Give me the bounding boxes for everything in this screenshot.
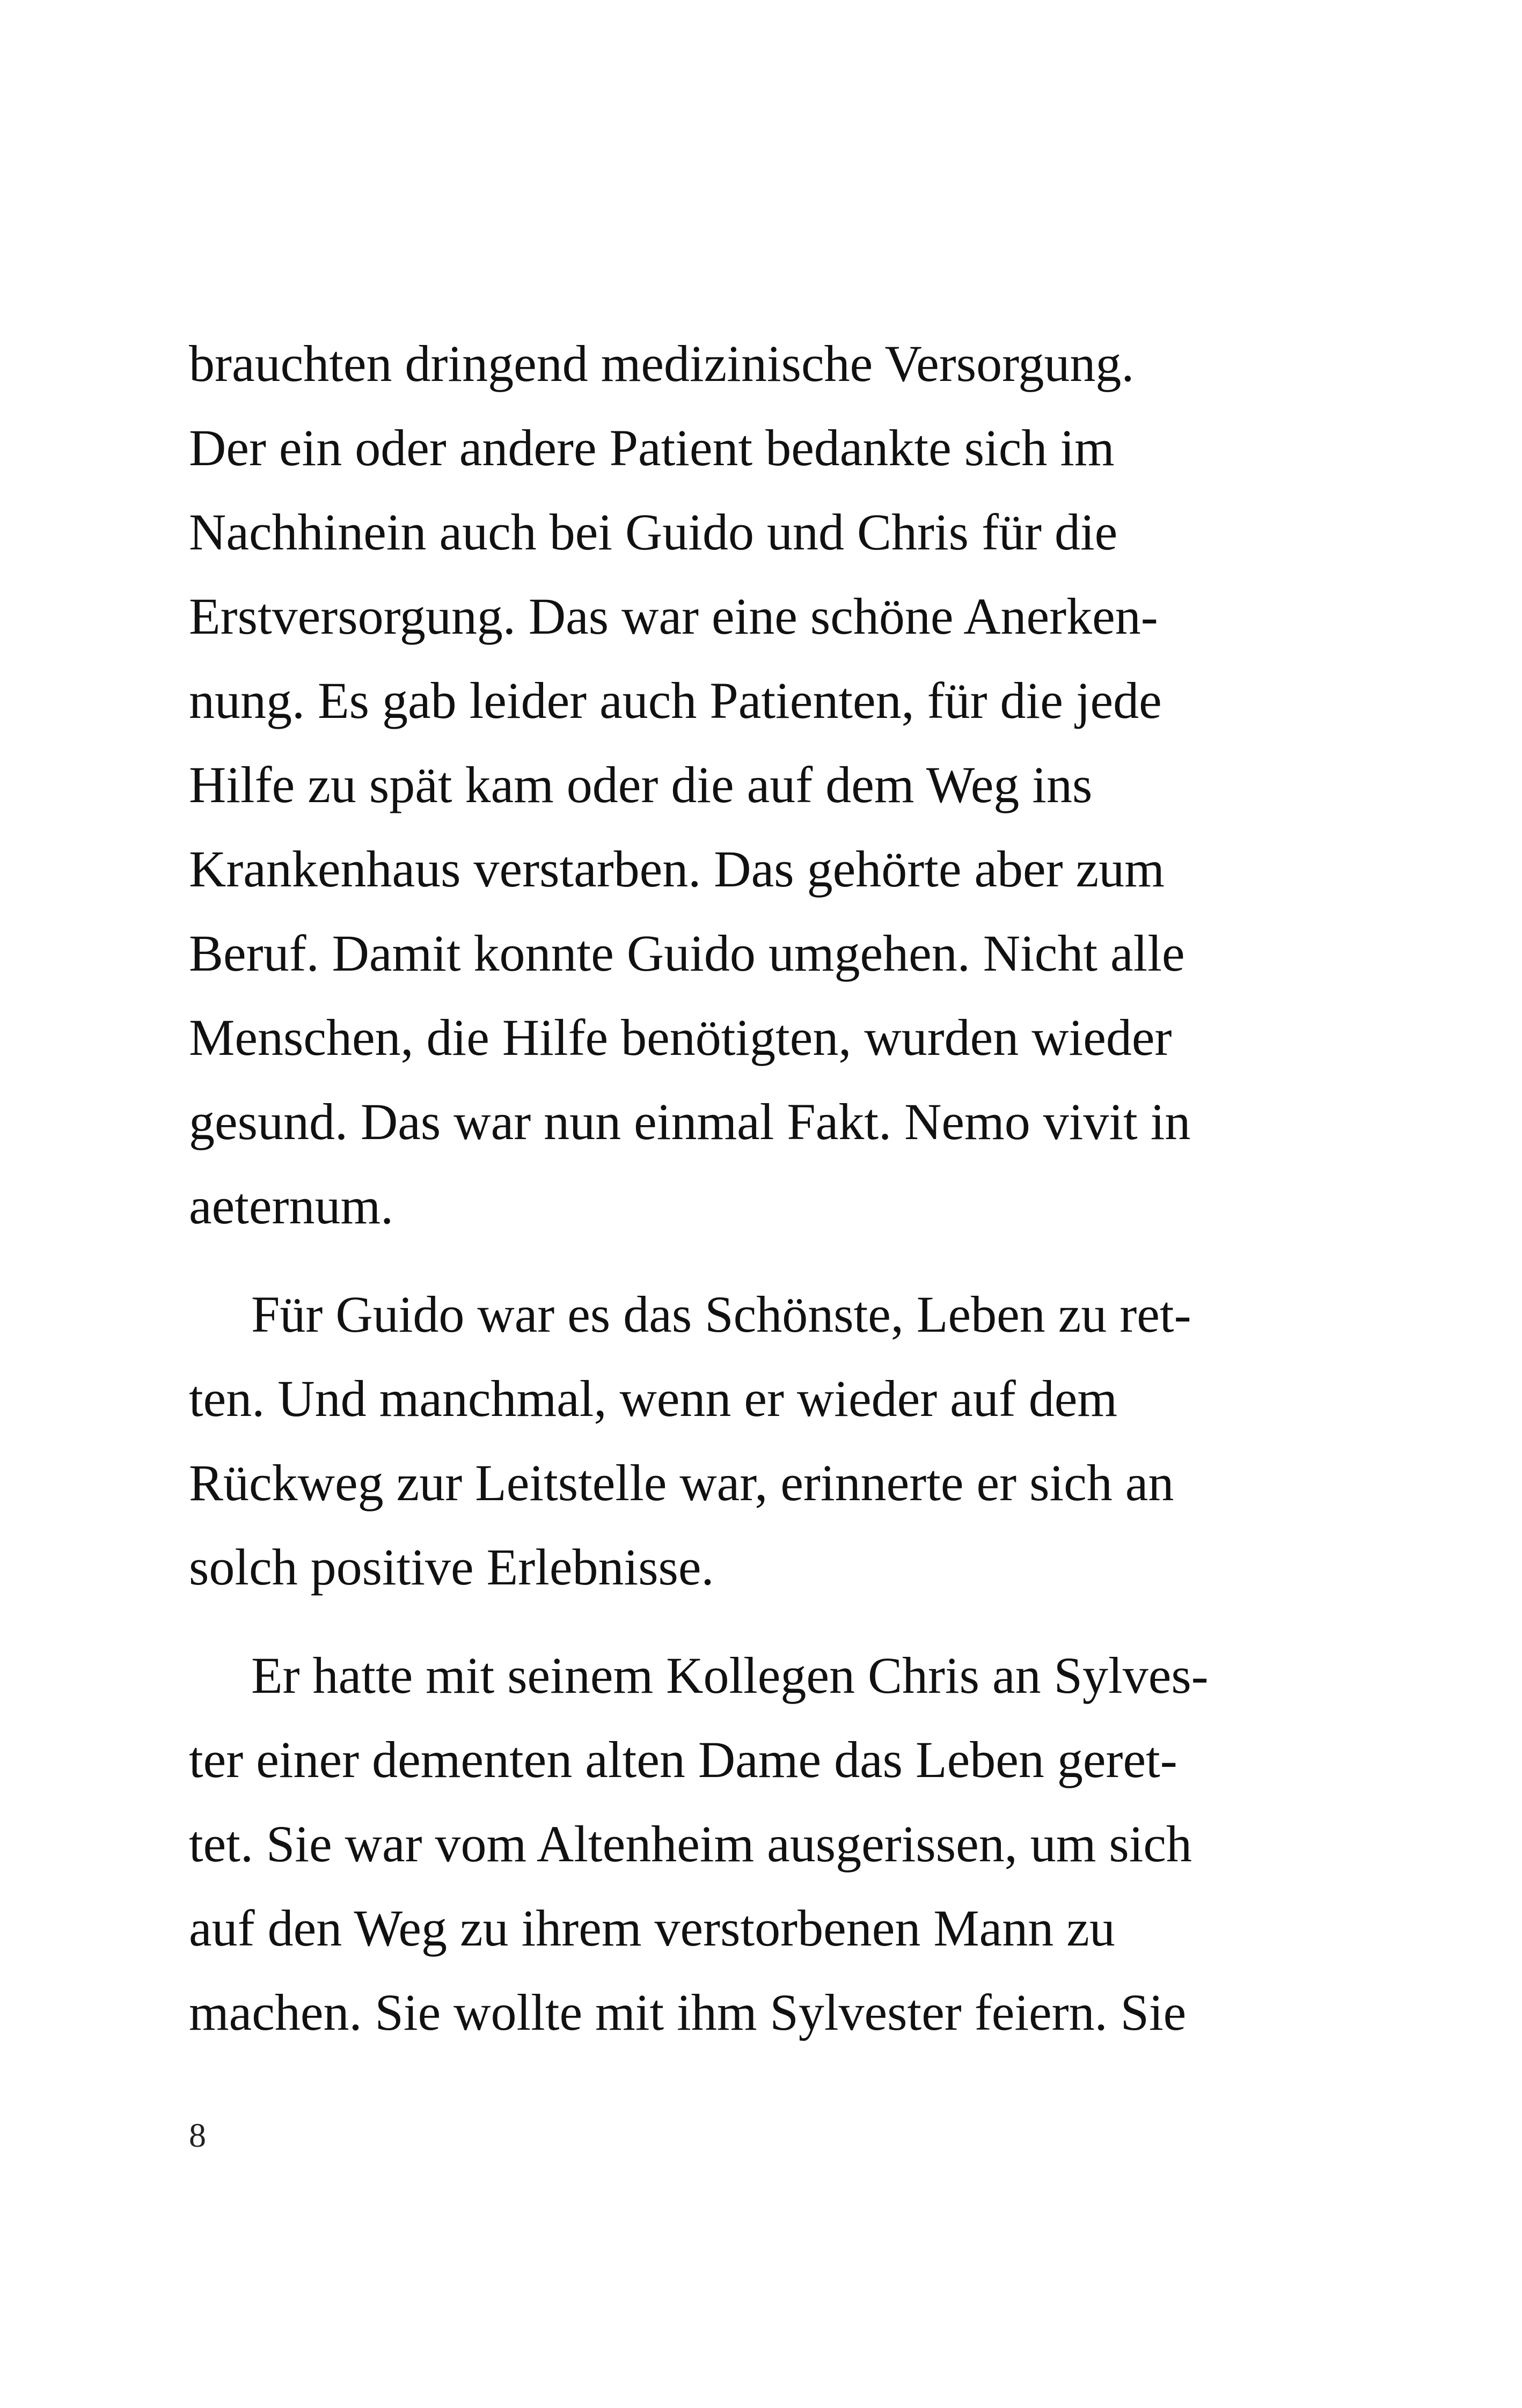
text-line: Rückweg zur Leitstelle war, erinnerte er sich an xyxy=(189,1454,1174,1511)
text-line: Nachhinein auch bei Guido und Chris für die xyxy=(189,503,1118,561)
text-line: auf den Weg zu ihrem verstorbenen Mann zu xyxy=(189,1899,1115,1957)
paragraph-first-line: Für Guido war es das Schönste, Leben zu ret- xyxy=(251,1286,1191,1343)
text-line: machen. Sie wollte mit ihm Sylvester feiern. Sie xyxy=(189,1984,1187,2041)
text-line: Hilfe zu spät kam oder die auf dem Weg ins xyxy=(189,756,1093,813)
text-line: gesund. Das war nun einmal Fakt. Nemo vivit in xyxy=(189,1093,1191,1150)
text-line: brauchten dringend medizinische Versorgung. xyxy=(189,335,1135,392)
text-line: ten. Und manchmal, wenn er wieder auf dem xyxy=(189,1370,1118,1427)
text-line: Erstversorgung. Das war eine schöne Anerken- xyxy=(189,588,1158,645)
text-line: nung. Es gab leider auch Patienten, für die jede xyxy=(189,672,1162,729)
text-line: tet. Sie war vom Altenheim ausgerissen, um sich xyxy=(189,1815,1192,1873)
page-number: 8 xyxy=(189,2116,206,2154)
text-line: ter einer dementen alten Dame das Leben geret- xyxy=(189,1731,1177,1788)
text-line: Menschen, die Hilfe benötigten, wurden wieder xyxy=(189,1009,1172,1066)
text-line: Der ein oder andere Patient bedankte sich im xyxy=(189,419,1115,476)
text-line: Krankenhaus verstarben. Das gehörte aber zum xyxy=(189,840,1165,898)
text-line: solch positive Erlebnisse. xyxy=(189,1538,714,1596)
text-line: aeternum. xyxy=(189,1177,394,1235)
text-line: Beruf. Damit konnte Guido umgehen. Nicht alle xyxy=(189,924,1185,982)
paragraph-first-line: Er hatte mit seinem Kollegen Chris an Sylves- xyxy=(251,1647,1209,1704)
